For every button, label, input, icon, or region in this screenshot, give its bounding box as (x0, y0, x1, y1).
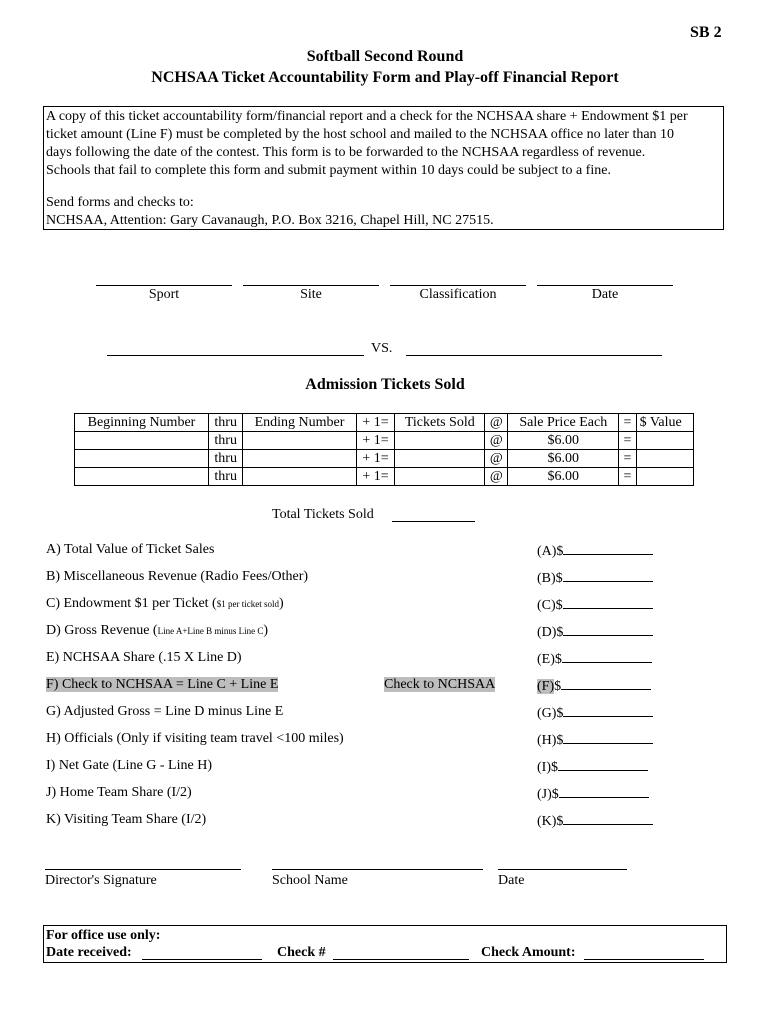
line-c-code: (C)$ (537, 598, 563, 613)
line-k-amount[interactable] (537, 812, 653, 830)
header-tickets-sold: Tickets Sold (395, 414, 485, 432)
thru-cell: thru (208, 432, 243, 450)
date-field[interactable] (537, 285, 673, 286)
home-team-field[interactable] (107, 355, 364, 356)
visiting-team-field[interactable] (406, 355, 662, 356)
line-j-code: (J)$ (537, 787, 559, 802)
instructions-line: Send forms and checks to: (46, 195, 194, 210)
sale-price-cell: $6.00 (508, 432, 619, 450)
sale-price-cell: $6.00 (508, 450, 619, 468)
signature-date-field[interactable] (498, 869, 627, 870)
line-c-amount[interactable] (537, 596, 653, 614)
office-use-heading: For office use only: (46, 928, 161, 943)
equals-cell: = (619, 432, 636, 450)
site-label: Site (300, 287, 322, 302)
site-field[interactable] (243, 285, 379, 286)
line-i-label: I) Net Gate (Line G - Line H) (46, 758, 212, 773)
value-cell[interactable] (636, 468, 693, 486)
line-f-amount[interactable]: (F)$ (537, 677, 651, 695)
line-h-code: (H)$ (537, 733, 564, 748)
classification-label: Classification (419, 287, 497, 302)
form-title: Softball Second Round (306, 48, 464, 65)
date-received-field[interactable] (142, 945, 262, 960)
table-row (75, 468, 694, 486)
tickets-sold-cell[interactable] (395, 432, 485, 450)
header-beginning-number: Beginning Number (75, 414, 209, 432)
line-g-label: G) Adjusted Gross = Line D minus Line E (46, 704, 284, 719)
header-plus-one: + 1= (356, 414, 395, 432)
line-d-label: D) Gross Revenue (Line A+Line B minus Line C) (46, 623, 269, 638)
check-number-field[interactable] (333, 945, 469, 960)
at-cell: @ (485, 468, 508, 486)
line-b-amount[interactable] (537, 569, 653, 587)
office-use-box (43, 925, 727, 963)
line-b-code: (B)$ (537, 571, 563, 586)
line-k-label: K) Visiting Team Share (I/2) (46, 812, 207, 827)
value-cell[interactable] (636, 450, 693, 468)
instructions-line: Schools that fail to complete this form and submit payment within 10 days could be subject to a fine. (46, 163, 611, 178)
ending-number-cell[interactable] (243, 450, 356, 468)
tickets-sold-cell[interactable] (395, 468, 485, 486)
line-k-code: (K)$ (537, 814, 564, 829)
instructions-box (43, 106, 724, 230)
sport-label: Sport (148, 287, 180, 302)
plus-one-cell: + 1= (356, 468, 395, 486)
beginning-number-cell[interactable] (75, 468, 209, 486)
check-number-label: Check # (277, 945, 326, 960)
line-j-label: J) Home Team Share (I/2) (46, 785, 192, 800)
header-ending-number: Ending Number (243, 414, 356, 432)
header-equals: = (619, 414, 636, 432)
total-tickets-label: Total Tickets Sold (272, 507, 374, 522)
value-cell[interactable] (636, 432, 693, 450)
tickets-header-row (75, 414, 694, 432)
header-thru: thru (208, 414, 243, 432)
total-tickets-field[interactable] (392, 521, 475, 522)
line-d-code: (D)$ (537, 625, 564, 640)
instructions-line: A copy of this ticket accountability form/financial report and a check for the NCHSAA share + Endowment $1 per (46, 109, 688, 124)
thru-cell: thru (208, 450, 243, 468)
line-e-amount[interactable] (537, 650, 652, 668)
classification-field[interactable] (390, 285, 526, 286)
line-a-label: A) Total Value of Ticket Sales (46, 542, 215, 557)
form-subtitle: NCHSAA Ticket Accountability Form and Play-off Financial Report (151, 69, 619, 86)
plus-one-cell: + 1= (356, 432, 395, 450)
line-h-amount[interactable] (537, 731, 653, 749)
date-label: Date (591, 287, 619, 302)
tickets-section-title: Admission Tickets Sold (305, 376, 465, 393)
tickets-table (74, 413, 694, 486)
line-a-amount[interactable] (537, 542, 653, 560)
line-f-code: (F) (537, 679, 555, 694)
school-name-field[interactable] (272, 869, 483, 870)
line-b-label: B) Miscellaneous Revenue (Radio Fees/Other) (46, 569, 309, 584)
vs-label: VS. (371, 341, 393, 356)
equals-cell: = (619, 450, 636, 468)
signature-date-label: Date (498, 873, 525, 888)
director-signature-field[interactable] (45, 869, 241, 870)
instructions-line: days following the date of the contest. This form is to be forwarded to the NCHSAA regardless of revenue. (46, 145, 646, 160)
line-e-label: E) NCHSAA Share (.15 X Line D) (46, 650, 242, 665)
line-g-code: (G)$ (537, 706, 564, 721)
table-row (75, 432, 694, 450)
director-signature-label: Director's Signature (45, 873, 157, 888)
check-amount-field[interactable] (584, 945, 704, 960)
ending-number-cell[interactable] (243, 468, 356, 486)
equals-cell: = (619, 468, 636, 486)
plus-one-cell: + 1= (356, 450, 395, 468)
tickets-sold-cell[interactable] (395, 450, 485, 468)
thru-cell: thru (208, 468, 243, 486)
date-received-label: Date received: (46, 945, 132, 960)
line-i-amount[interactable] (537, 758, 648, 776)
line-a-code: (A)$ (537, 544, 564, 559)
at-cell: @ (485, 450, 508, 468)
beginning-number-cell[interactable] (75, 450, 209, 468)
school-name-label: School Name (272, 873, 348, 888)
line-g-amount[interactable] (537, 704, 653, 722)
instructions-line: ticket amount (Line F) must be completed by the host school and mailed to the NCHSAA office no later than 10 (46, 127, 675, 142)
line-i-code: (I)$ (537, 760, 558, 775)
at-cell: @ (485, 432, 508, 450)
check-to-nchsaa-note: Check to NCHSAA (384, 677, 496, 692)
table-row (75, 450, 694, 468)
sale-price-cell: $6.00 (508, 468, 619, 486)
header-value: $ Value (636, 414, 693, 432)
mailing-address: NCHSAA, Attention: Gary Cavanaugh, P.O. Box 3216, Chapel Hill, NC 27515. (46, 213, 494, 228)
line-h-label: H) Officials (Only if visiting team travel <100 miles) (46, 731, 344, 746)
beginning-number-cell[interactable] (75, 432, 209, 450)
line-c-label: C) Endowment $1 per Ticket ($1 per ticket sold) (46, 596, 284, 611)
form-code: SB 2 (690, 24, 722, 41)
header-at: @ (485, 414, 508, 432)
check-amount-label: Check Amount: (481, 945, 576, 960)
line-f-label: F) Check to NCHSAA = Line C + Line E (46, 677, 279, 692)
ending-number-cell[interactable] (243, 432, 356, 450)
line-d-amount[interactable] (537, 623, 653, 641)
header-sale-price: Sale Price Each (508, 414, 619, 432)
line-j-amount[interactable] (537, 785, 649, 803)
sport-field[interactable] (96, 285, 232, 286)
line-e-code: (E)$ (537, 652, 562, 667)
